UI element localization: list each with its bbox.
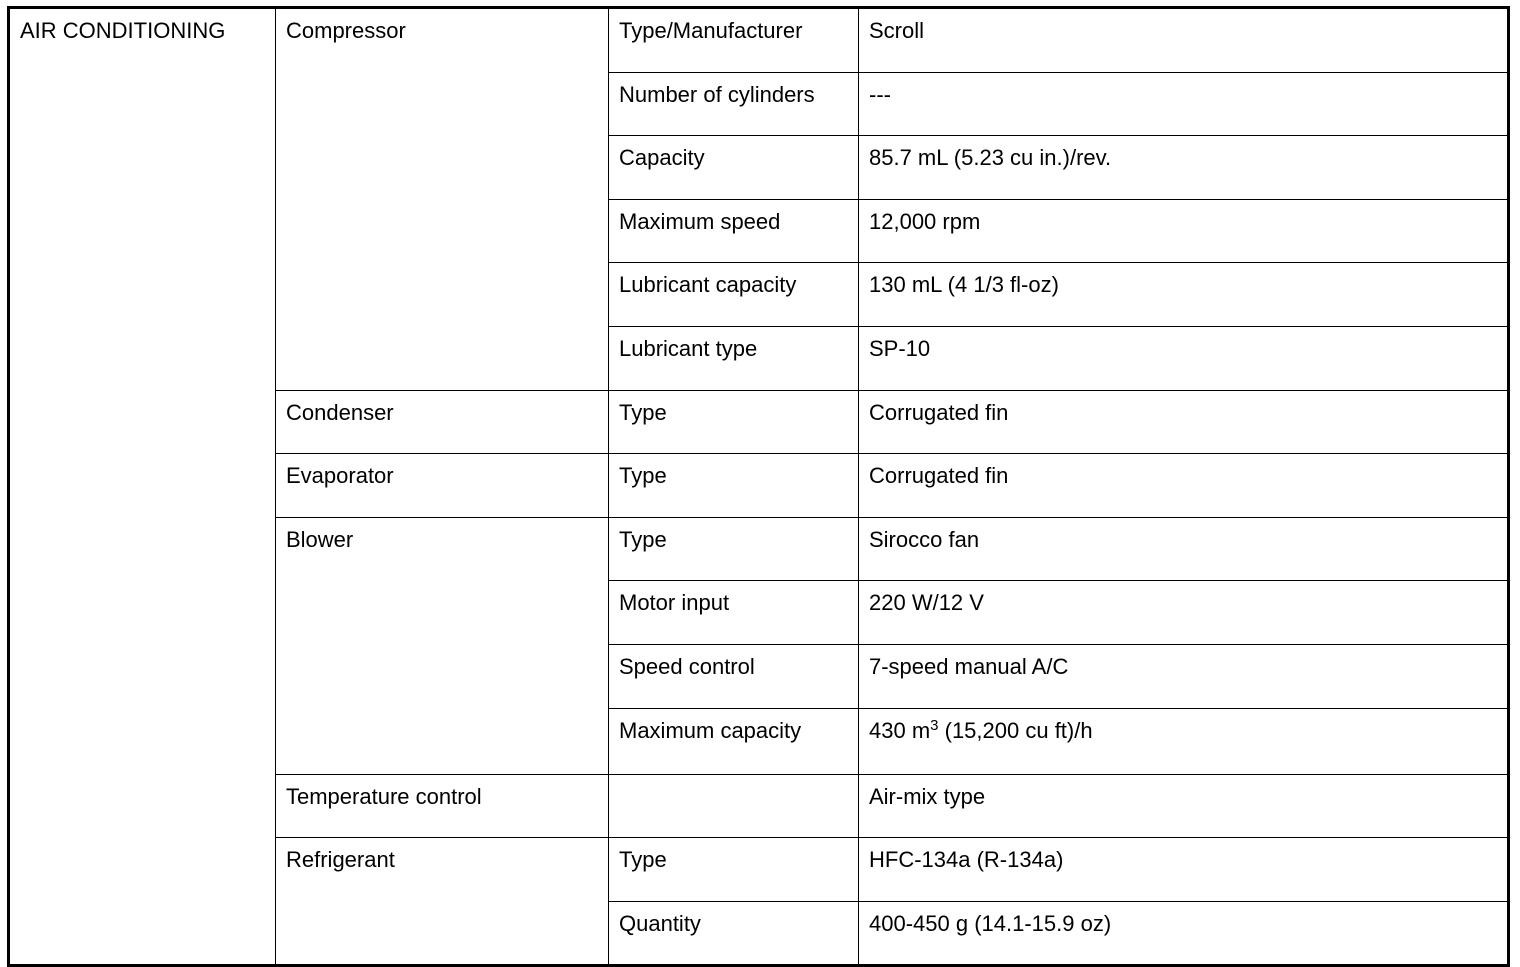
value-cell: 7-speed manual A/C — [859, 644, 1509, 708]
value-cell: Corrugated fin — [859, 454, 1509, 518]
item-cell — [609, 774, 859, 838]
item-cell: Number of cylinders — [609, 72, 859, 136]
value-cell: --- — [859, 72, 1509, 136]
item-cell: Capacity — [609, 136, 859, 200]
table-row — [9, 8, 1509, 73]
group-cell-blower — [276, 517, 609, 774]
value-cell: Corrugated fin — [859, 390, 1509, 454]
group-cell-evaporator — [276, 454, 609, 518]
value-text: 430 m — [869, 717, 931, 743]
item-cell: Motor input — [609, 581, 859, 645]
group-cell-compressor — [276, 8, 609, 391]
value-cell: Scroll — [859, 8, 1509, 73]
group-cell-refrigerant — [276, 838, 609, 966]
value-cell: HFC-134a (R-134a) — [859, 838, 1509, 902]
section-cell — [9, 8, 276, 966]
group-label: Blower — [286, 526, 354, 552]
item-cell: Quantity — [609, 901, 859, 966]
value-cell: 130 mL (4 1/3 fl-oz) — [859, 263, 1509, 327]
item-cell: Type/Manufacturer — [609, 8, 859, 73]
value-cell: SP-10 — [859, 326, 1509, 390]
item-cell: Lubricant type — [609, 326, 859, 390]
item-cell: Type — [609, 454, 859, 518]
item-cell: Maximum speed — [609, 199, 859, 263]
item-cell: Type — [609, 838, 859, 902]
group-cell-condenser — [276, 390, 609, 454]
value-cell: 85.7 mL (5.23 cu in.)/rev. — [859, 136, 1509, 200]
value-text: (15,200 cu ft)/h — [938, 717, 1093, 743]
group-label: Evaporator — [286, 463, 394, 489]
specifications-table — [7, 6, 1510, 967]
section-label: AIR CONDITIONING — [20, 18, 226, 43]
group-label: Refrigerant — [286, 847, 395, 873]
value-cell: 400-450 g (14.1-15.9 oz) — [859, 901, 1509, 966]
item-cell: Maximum capacity — [609, 708, 859, 774]
item-cell: Lubricant capacity — [609, 263, 859, 327]
value-cell: 12,000 rpm — [859, 199, 1509, 263]
item-cell: Type — [609, 390, 859, 454]
item-cell: Speed control — [609, 644, 859, 708]
item-cell: Type — [609, 517, 859, 581]
value-cell — [859, 708, 1509, 774]
value-cell: Air-mix type — [859, 774, 1509, 838]
value-cell: 220 W/12 V — [859, 581, 1509, 645]
superscript: 3 — [930, 716, 939, 734]
value-cell: Sirocco fan — [859, 517, 1509, 581]
group-cell-temperature-control — [276, 774, 609, 838]
group-label: Condenser — [286, 399, 394, 425]
group-label: Temperature control — [286, 783, 482, 809]
group-label: Compressor — [286, 18, 406, 43]
